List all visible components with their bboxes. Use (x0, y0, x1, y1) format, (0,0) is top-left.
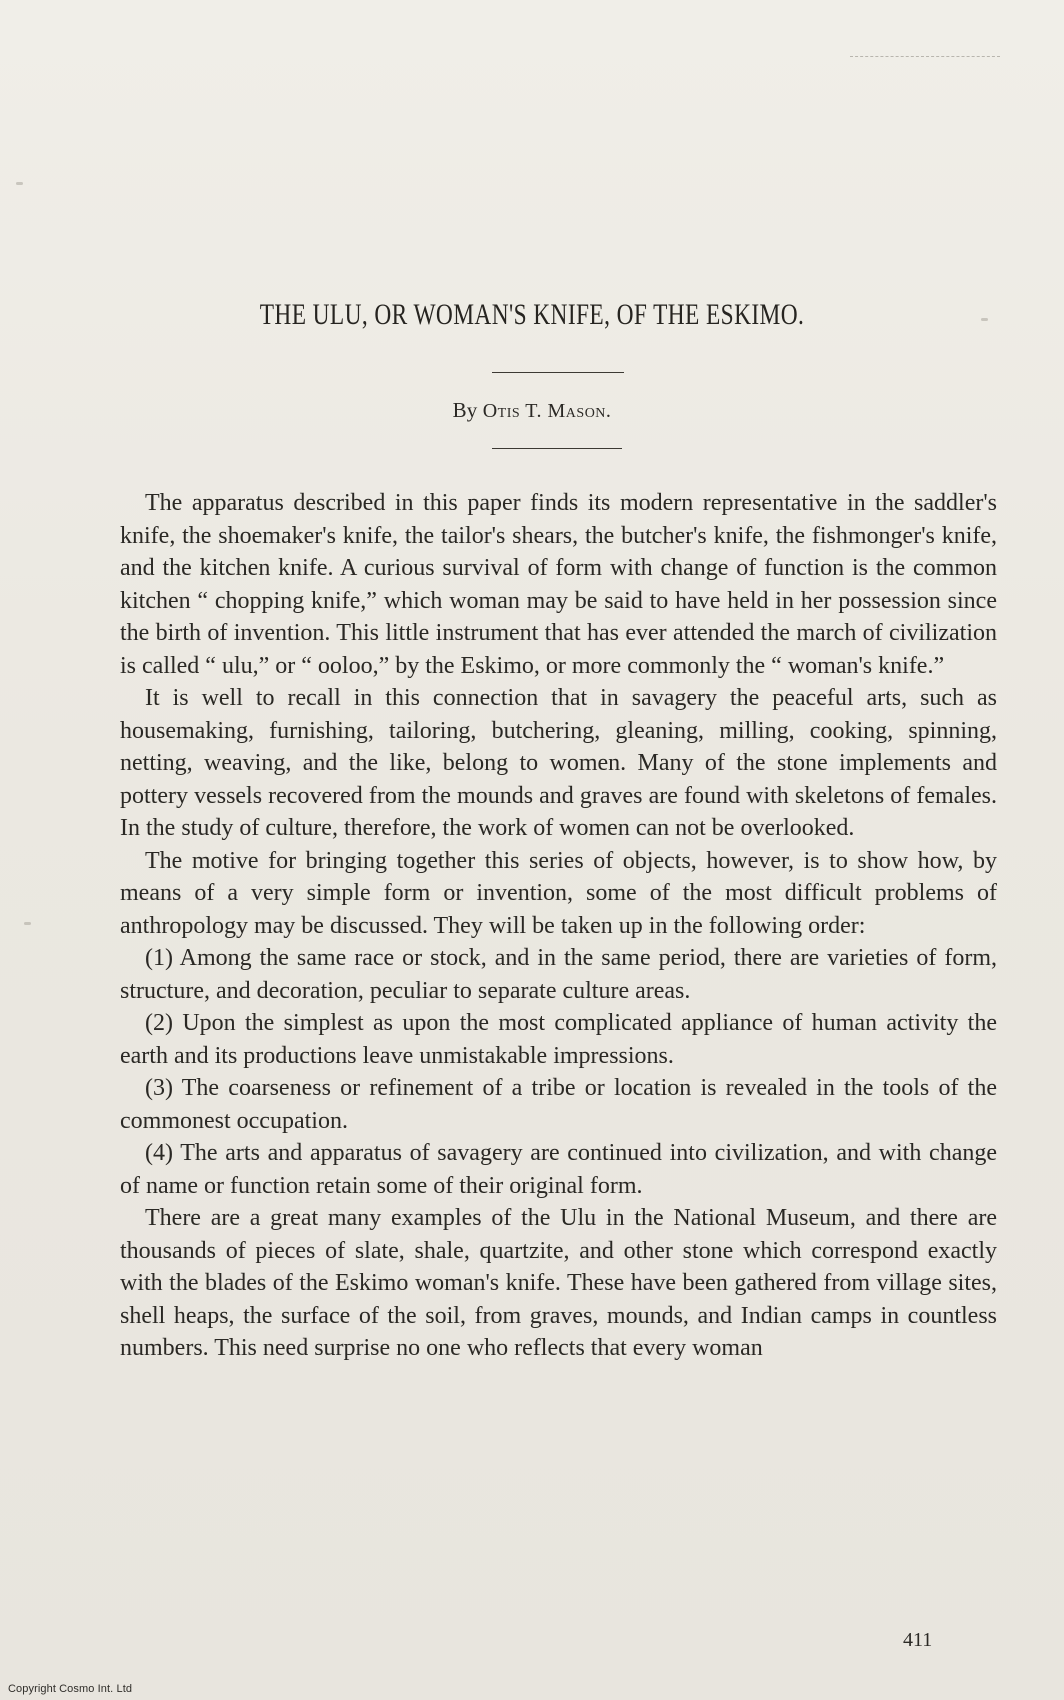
article-body (120, 487, 997, 1365)
page-number: 411 (903, 1629, 933, 1651)
paragraph: (1) Among the same race or stock, and in the same period, there are varieties of form, structure, and decoration, peculiar to separate culture areas. (120, 945, 997, 1004)
paragraph: (4) The arts and apparatus of savagery are continued into civilization, and with change of name or function retain some of their original form. (120, 1140, 997, 1199)
scan-speck (24, 922, 31, 925)
byline-rule (492, 448, 622, 449)
scan-speck (981, 318, 988, 321)
paragraph: The apparatus described in this paper finds its modern representative in the saddler's knife, the shoemaker's knife, the tailor's shears, the butcher's knife, the fishmonger's knife, and the kitchen knife. A curious survival of form with change of function is the common kitchen “ chopping knife,” which woman may be said to have held in her possession since the birth of invention. This little instrument that has ever attended the march of civilization is called “ ulu,” or “ ooloo,” by the Eskimo, or more commonly the “ woman's knife.” (120, 490, 997, 679)
paragraph: (2) Upon the simplest as upon the most complicated appliance of human activity the earth and its productions leave unmistakable impressions. (120, 1010, 997, 1069)
scan-speck (16, 182, 23, 185)
article-title: THE ULU, OR WOMAN'S KNIFE, OF THE ESKIMO. (259, 298, 805, 331)
paragraph: There are a great many examples of the Ulu in the National Museum, and there are thousands of pieces of slate, shale, quartzite, and other stone which correspond exactly with the blades of the Eskimo woman's knife. These have been gathered from village sites, shell heaps, the surface of the soil, from graves, mounds, and Indian camps in countless numbers. This need surprise no one who reflects that every woman (120, 1205, 997, 1361)
scan-mark (850, 56, 1000, 61)
copyright-notice: Copyright Cosmo Int. Ltd (8, 1683, 133, 1695)
byline-prefix: By (452, 398, 478, 422)
paragraph: The motive for bringing together this series of objects, however, is to show how, by means of a very simple form or invention, some of the most difficult problems of anthropology may be discussed. They will be taken up in the following order: (120, 847, 997, 939)
paragraph: (3) The coarseness or refinement of a tribe or location is revealed in the tools of the commonest occupation. (120, 1075, 997, 1134)
title-rule (492, 372, 624, 373)
byline (0, 398, 1064, 423)
paragraph: It is well to recall in this connection that in savagery the peaceful arts, such as housemaking, furnishing, tailoring, butchering, gleaning, milling, cooking, spinning, netting, weaving, and the like, belong to women. Many of the stone implements and pottery vessels recovered from the mounds and graves are found with skeletons of females. In the study of culture, therefore, the work of women can not be overlooked. (120, 685, 997, 841)
author-name: Otis T. Mason. (482, 400, 612, 422)
